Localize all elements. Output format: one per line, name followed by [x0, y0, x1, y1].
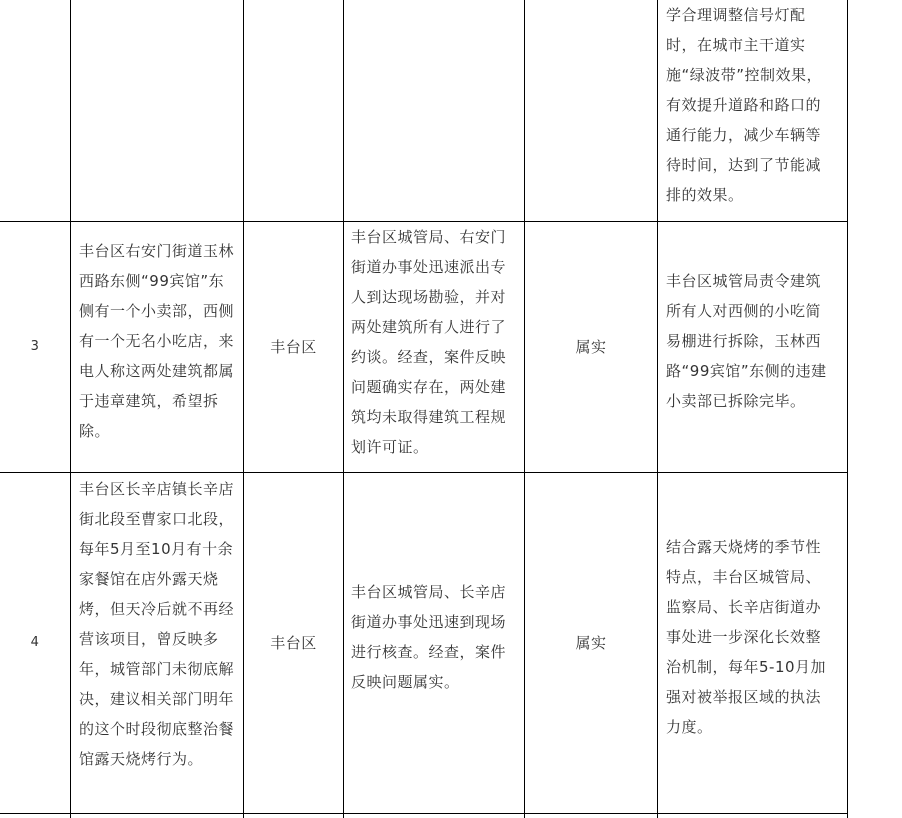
column-border [657, 0, 658, 818]
row-index [0, 222, 70, 472]
district-text: 丰台区 [270, 338, 317, 356]
result-cell: 结合露天烧烤的季节性特点，丰台区城管局、监察局、长辛店街道办事处进一步深化长效整治机制，每年5-10月加强对被举报区域的执法力度。 [666, 538, 827, 736]
verdict-cell [525, 222, 657, 472]
complaint-cell: 丰台区长辛店镇长辛店街北段至曹家口北段，每年5月至10月有十余家餐馆在店外露天烧烤，但天冷后就不再经营该项目，曾反映多年，城管部门未彻底解决，建议相关部门明年的这个时段彻底整治餐馆露天烧烤行为。 [79, 480, 235, 768]
row-border [0, 813, 848, 814]
district-cell [244, 473, 343, 813]
district-cell [244, 222, 343, 472]
handling-cell: 丰台区城管局、长辛店街道办事处迅速到现场进行核查。经查，案件反映问题属实。 [351, 583, 507, 691]
verdict-text: 属实 [575, 338, 607, 356]
complaint-cell: 丰台区右安门街道玉林西路东侧“99宾馆”东侧有一个小卖部，西侧有一个无名小吃店，来电人称这两处建筑都属于违章建筑，希望拆除。 [79, 242, 235, 440]
row-index-text: 4 [30, 635, 40, 650]
row-index-text: 3 [30, 339, 40, 354]
result-cell: 丰台区城管局责令建筑所有人对西侧的小吃简易棚进行拆除，玉林西路“99宾馆”东侧的违建小卖部已拆除完毕。 [666, 272, 827, 410]
handling-cell: 丰台区城管局、右安门街道办事处迅速派出专人到达现场勘验，并对两处建筑所有人进行了约谈。经查，案件反映问题确实存在，两处建筑均未取得建筑工程规划许可证。 [351, 228, 507, 456]
district-text: 丰台区 [270, 634, 317, 652]
column-border [343, 0, 344, 818]
continued-result-cell: 学合理调整信号灯配时，在城市主干道实施“绿波带”控制效果，有效提升道路和路口的通行能力，减少车辆等待时间，达到了节能减排的效果。 [666, 6, 823, 204]
verdict-text: 属实 [575, 634, 607, 652]
row-index [0, 473, 70, 813]
column-border [847, 0, 848, 818]
row-border [0, 472, 848, 473]
column-border [70, 0, 71, 818]
verdict-cell [525, 473, 657, 813]
